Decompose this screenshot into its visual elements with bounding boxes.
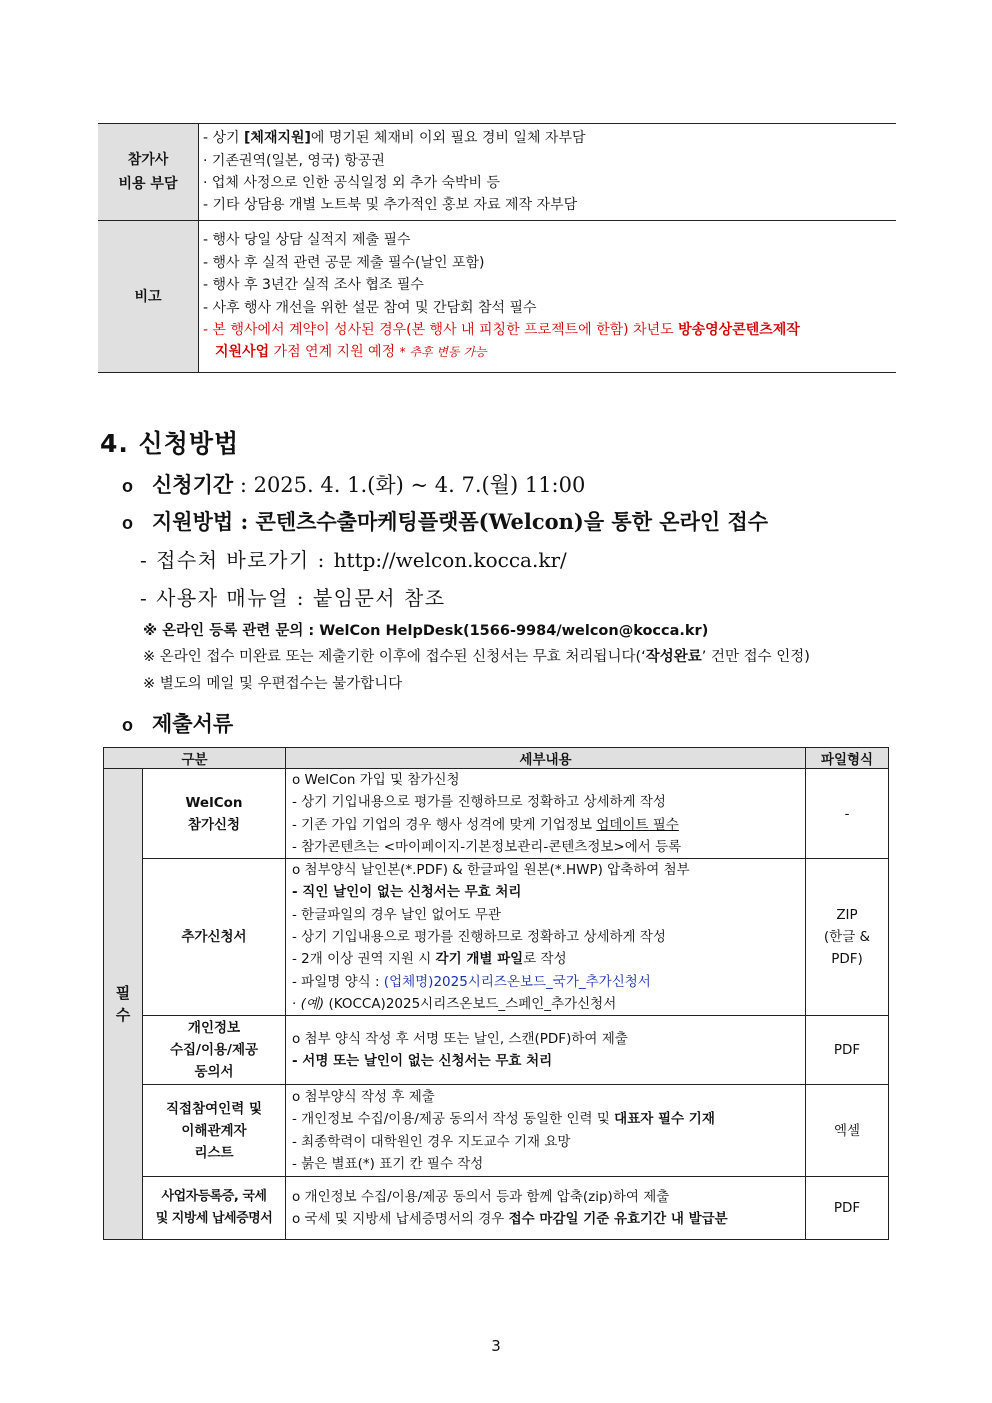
header-format: 파일형식 [806,748,889,769]
sub-label: - 접수처 바로가기 : [140,548,334,572]
text-span: - 개인정보 수집/이용/제공 동의서 작성 동일한 인력 및 [292,1111,615,1128]
underlined-text: 업데이트 필수 [596,816,679,833]
italic-note: * 추후 변동 가능 [399,345,487,360]
details-cell [286,769,806,859]
format-line: PDF [833,1200,861,1217]
note-no-mail: ※ 별도의 메일 및 우편접수는 불가합니다 [143,676,403,692]
category-line: 리스트 [194,1144,234,1161]
text-span: - 상기 [203,130,245,147]
required-char: 수 [115,1006,131,1025]
label-line: 비고 [134,288,162,305]
detail-line: - 직인 날인이 없는 신청서는 무효 처리 [292,884,522,901]
docs-table [103,747,889,1240]
detail-line [292,1108,801,1130]
bullet-icon: o [122,715,133,735]
format-line: - [844,805,850,822]
text-span: ’ 건만 접수 인정) [701,649,810,665]
row-content-remarks [199,221,897,373]
period-value: : 2025. 4. 1.(화) ~ 4. 7.(월) 11:00 [233,473,586,497]
category-cell [143,859,286,1016]
table-row [104,1177,889,1240]
table-row [104,1016,889,1085]
text-span: - 본 행사에서 계약이 성사된 경우(본 행사 내 피칭한 프로젝트에 한함) 차년도 [203,321,679,338]
category-line: WelCon [185,794,243,811]
bold-text: [체재지원] [244,130,311,147]
format-line: 엑셀 [833,1122,861,1139]
table-row [104,859,889,1016]
detail-line [292,814,801,836]
docs-label: 제출서류 [152,711,234,736]
welcon-link[interactable]: http://welcon.kocca.kr/ [333,548,567,572]
label-line: 참가사 [127,152,169,168]
detail-line [292,971,801,993]
sub-item-link [140,544,567,573]
bold-text: 방송영상콘텐츠제작 [678,321,800,338]
required-char: 필 [115,984,131,1003]
bold-text: 각기 개별 파일 [435,951,524,968]
details-cell [286,1177,806,1240]
category-line: 사업자등록증, 국세 [161,1189,267,1205]
detail-line [292,993,801,1015]
bullet-icon: o [122,513,133,533]
format-cell [806,1085,889,1177]
section-title: 4. 신청방법 [100,429,240,458]
category-line: 직접참여인력 및 [166,1100,262,1117]
content-line [203,127,894,149]
text-span: ※ 온라인 접수 미완료 또는 제출기한 이후에 접수된 신청서는 무효 처리됩니다(‘ [143,649,646,665]
format-cell [806,1177,889,1240]
category-cell [143,1085,286,1177]
row-content-cost [199,124,897,221]
text-span: - 파일명 양식 : [292,973,384,990]
detail-line: o 첨부양식 작성 후 제출 [292,1089,435,1106]
method-item [122,506,768,536]
text-span: - 2개 이상 권역 지원 시 [292,951,436,968]
header-details: 세부내용 [286,748,806,769]
detail-line: o WelCon 가입 및 참가신청 [292,772,460,788]
format-cell [806,1016,889,1085]
detail-line [292,948,801,970]
content-line: - 행사 후 실적 관련 공문 제출 필수(날인 포함) [203,254,485,271]
blue-text: (업체명)2025시리즈온보드_국가_추가신청서 [383,973,651,990]
format-cell [806,859,889,1016]
format-line: ZIP [836,907,858,924]
detail-line: o 첨부 양식 작성 후 서명 또는 날인, 스캔(PDF)하여 제출 [292,1030,628,1047]
text-span: o 국세 및 지방세 납세증명서의 경우 [292,1211,509,1228]
method-value: : 콘텐츠수출마케팅플랫폼(Welcon)을 통한 온라인 접수 [233,509,769,534]
table-row [104,769,889,859]
detail-line: - 상기 기입내용으로 평가를 진행하므로 정확하고 상세하게 작성 [292,794,666,811]
category-line: 이해관계자 [181,1122,247,1139]
cost-table [98,123,896,373]
content-line-red [203,319,894,341]
detail-line: - 한글파일의 경우 날인 없어도 무관 [292,906,501,923]
content-line: - 사후 행사 개선을 위한 설문 참여 및 간담회 참석 필수 [203,299,537,316]
details-cell [286,1085,806,1177]
note-inquiry: ※ 온라인 등록 관련 문의 : WelCon HelpDesk(1566-9984/welcon@kocca.kr) [143,623,709,639]
category-cell [143,1177,286,1240]
detail-line: o 개인정보 수집/이용/제공 동의서 등과 함께 압축(zip)하여 제출 [292,1188,670,1205]
category-cell [143,1016,286,1085]
detail-line: - 붉은 별표(*) 표기 칸 필수 작성 [292,1156,484,1173]
bold-text: 접수 마감일 기준 유효기간 내 발급분 [508,1211,728,1228]
details-cell [286,859,806,1016]
bold-text: 작성완료 [645,649,702,665]
format-line: PDF) [831,951,863,968]
bullet-icon: o [122,476,133,496]
content-line: - 행사 후 3년간 실적 조사 협조 필수 [203,277,424,294]
table-row [98,221,896,373]
header-category: 구분 [104,748,286,769]
details-cell [286,1016,806,1085]
bold-text: 대표자 필수 기재 [614,1111,715,1128]
content-line: · 업체 사정으로 인한 공식일정 외 추가 숙박비 등 [203,175,501,191]
format-line: PDF [833,1042,861,1059]
content-line-red [203,341,894,363]
row-label-cost [98,124,199,221]
label-line: 비용 부담 [118,176,178,192]
text-span: 로 작성 [523,951,567,968]
bold-text: 지원사업 [215,344,270,361]
detail-line: - 참가콘텐츠는 <마이페이지-기본정보관리-콘텐츠정보>에서 등록 [292,838,682,855]
category-line: 수집/이용/제공 [169,1042,259,1059]
detail-line: - 상기 기입내용으로 평가를 진행하므로 정확하고 상세하게 작성 [292,929,666,946]
detail-line: o 첨부양식 날인본(*.PDF) & 한글파일 원본(*.HWP) 압축하여 첨부 [292,862,690,879]
category-line: 추가신청서 [181,929,247,946]
detail-line [292,1208,801,1230]
text-span: 가점 연계 지원 예정 [269,344,400,361]
detail-line: - 최종학력이 대학원인 경우 지도교수 기재 요망 [292,1133,571,1150]
period-item [122,469,585,499]
note-invalid [143,645,810,666]
category-line: 개인정보 [187,1020,241,1037]
detail-line: - 서명 또는 날인이 없는 신청서는 무효 처리 [292,1053,553,1070]
category-line: 참가신청 [187,816,241,833]
row-label-remarks [98,221,199,373]
category-line: 및 지방세 납세증명서 [155,1211,273,1227]
table-row [98,124,896,221]
category-line: 동의서 [194,1064,234,1081]
docs-heading [122,708,233,738]
table-header-row [104,748,889,769]
page-number: 3 [491,1337,501,1355]
required-cell [104,769,143,1240]
text-span: · [292,995,301,1012]
format-cell [806,769,889,859]
text-span: (KOCCA)2025시리즈온보드_스페인_추가신청서 [324,995,617,1012]
content-line: - 기타 상담용 개별 노트북 및 추가적인 홍보 자료 제작 자부담 [203,197,578,214]
format-line: (한글 & [823,929,871,946]
italic-text: (예) [300,995,325,1012]
text-span: - 기존 가입 기업의 경우 행사 성격에 맞게 기업정보 [292,816,597,833]
method-label: 지원방법 [152,509,234,534]
content-line: · 기존권역(일본, 영국) 항공권 [203,152,385,169]
content-line: - 행사 당일 상담 실적지 제출 필수 [203,232,411,249]
text-span: 에 명기된 체재비 이외 필요 경비 일체 자부담 [310,130,586,147]
sub-item-manual: - 사용자 매뉴얼 : 붙임문서 참조 [140,586,446,610]
category-cell [143,769,286,859]
period-label: 신청기간 [152,472,234,497]
table-row [104,1085,889,1177]
